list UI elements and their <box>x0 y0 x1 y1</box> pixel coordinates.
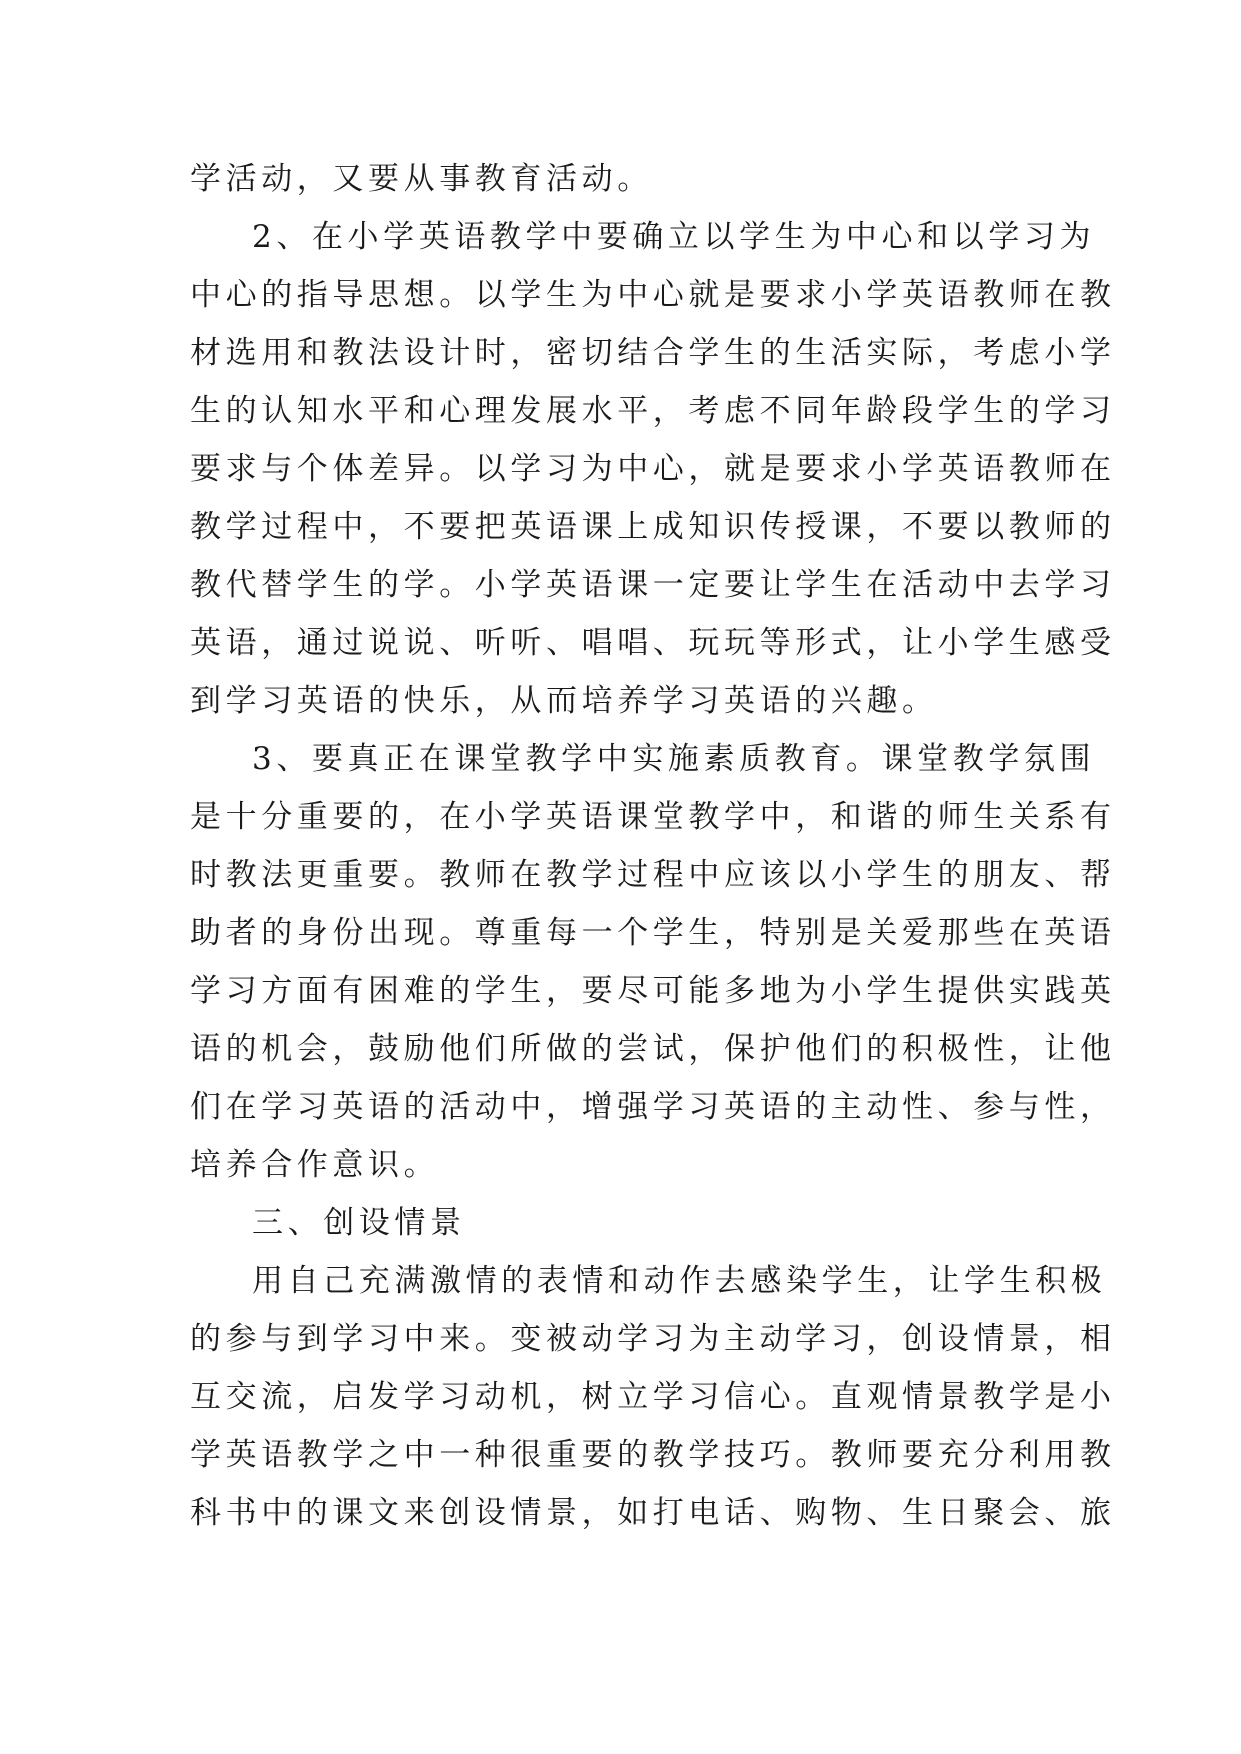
text-line: 2、在小学英语教学中要确立以学生为中心和以学习为 <box>252 219 1096 255</box>
text-line: 生的认知水平和心理发展水平，考虑不同年龄段学生的学习 <box>190 393 1116 429</box>
text-line: 3、要真正在课堂教学中实施素质教育。课堂教学氛围 <box>252 741 1096 777</box>
text-line: 们在学习英语的活动中，增强学习英语的主动性、参与性， <box>190 1089 1116 1125</box>
text-line: 教学过程中，不要把英语课上成知识传授课，不要以教师的 <box>190 509 1116 545</box>
body-text <box>190 150 1116 1542</box>
text-line: 材选用和教法设计时，密切结合学生的生活实际，考虑小学 <box>190 335 1116 371</box>
text-line: 中心的指导思想。以学生为中心就是要求小学英语教师在教 <box>190 277 1116 313</box>
text-line: 科书中的课文来创设情景，如打电话、购物、生日聚会、旅 <box>190 1495 1116 1531</box>
text-line: 的参与到学习中来。变被动学习为主动学习，创设情景，相 <box>190 1321 1116 1357</box>
text-line: 学习方面有困难的学生，要尽可能多地为小学生提供实践英 <box>190 973 1116 1009</box>
text-line: 英语，通过说说、听听、唱唱、玩玩等形式，让小学生感受 <box>190 625 1116 661</box>
text-line: 到学习英语的快乐，从而培养学习英语的兴趣。 <box>190 683 938 719</box>
text-line: 三、创设情景 <box>252 1205 466 1241</box>
text-line: 用自己充满激情的表情和动作去感染学生，让学生积极 <box>252 1263 1107 1299</box>
text-line: 互交流，启发学习动机，树立学习信心。直观情景教学是小 <box>190 1379 1116 1415</box>
text-line: 要求与个体差异。以学习为中心，就是要求小学英语教师在 <box>190 451 1116 487</box>
text-line: 助者的身份出现。尊重每一个学生，特别是关爱那些在英语 <box>190 915 1116 951</box>
text-line: 是十分重要的，在小学英语课堂教学中，和谐的师生关系有 <box>190 799 1116 835</box>
text-line: 学活动，又要从事教育活动。 <box>190 161 653 197</box>
text-line: 学英语教学之中一种很重要的教学技巧。教师要充分利用教 <box>190 1437 1116 1473</box>
text-line: 培养合作意识。 <box>190 1147 440 1183</box>
text-line: 时教法更重要。教师在教学过程中应该以小学生的朋友、帮 <box>190 857 1116 893</box>
text-line: 教代替学生的学。小学英语课一定要让学生在活动中去学习 <box>190 567 1116 603</box>
text-line: 语的机会，鼓励他们所做的尝试，保护他们的积极性，让他 <box>190 1031 1116 1067</box>
